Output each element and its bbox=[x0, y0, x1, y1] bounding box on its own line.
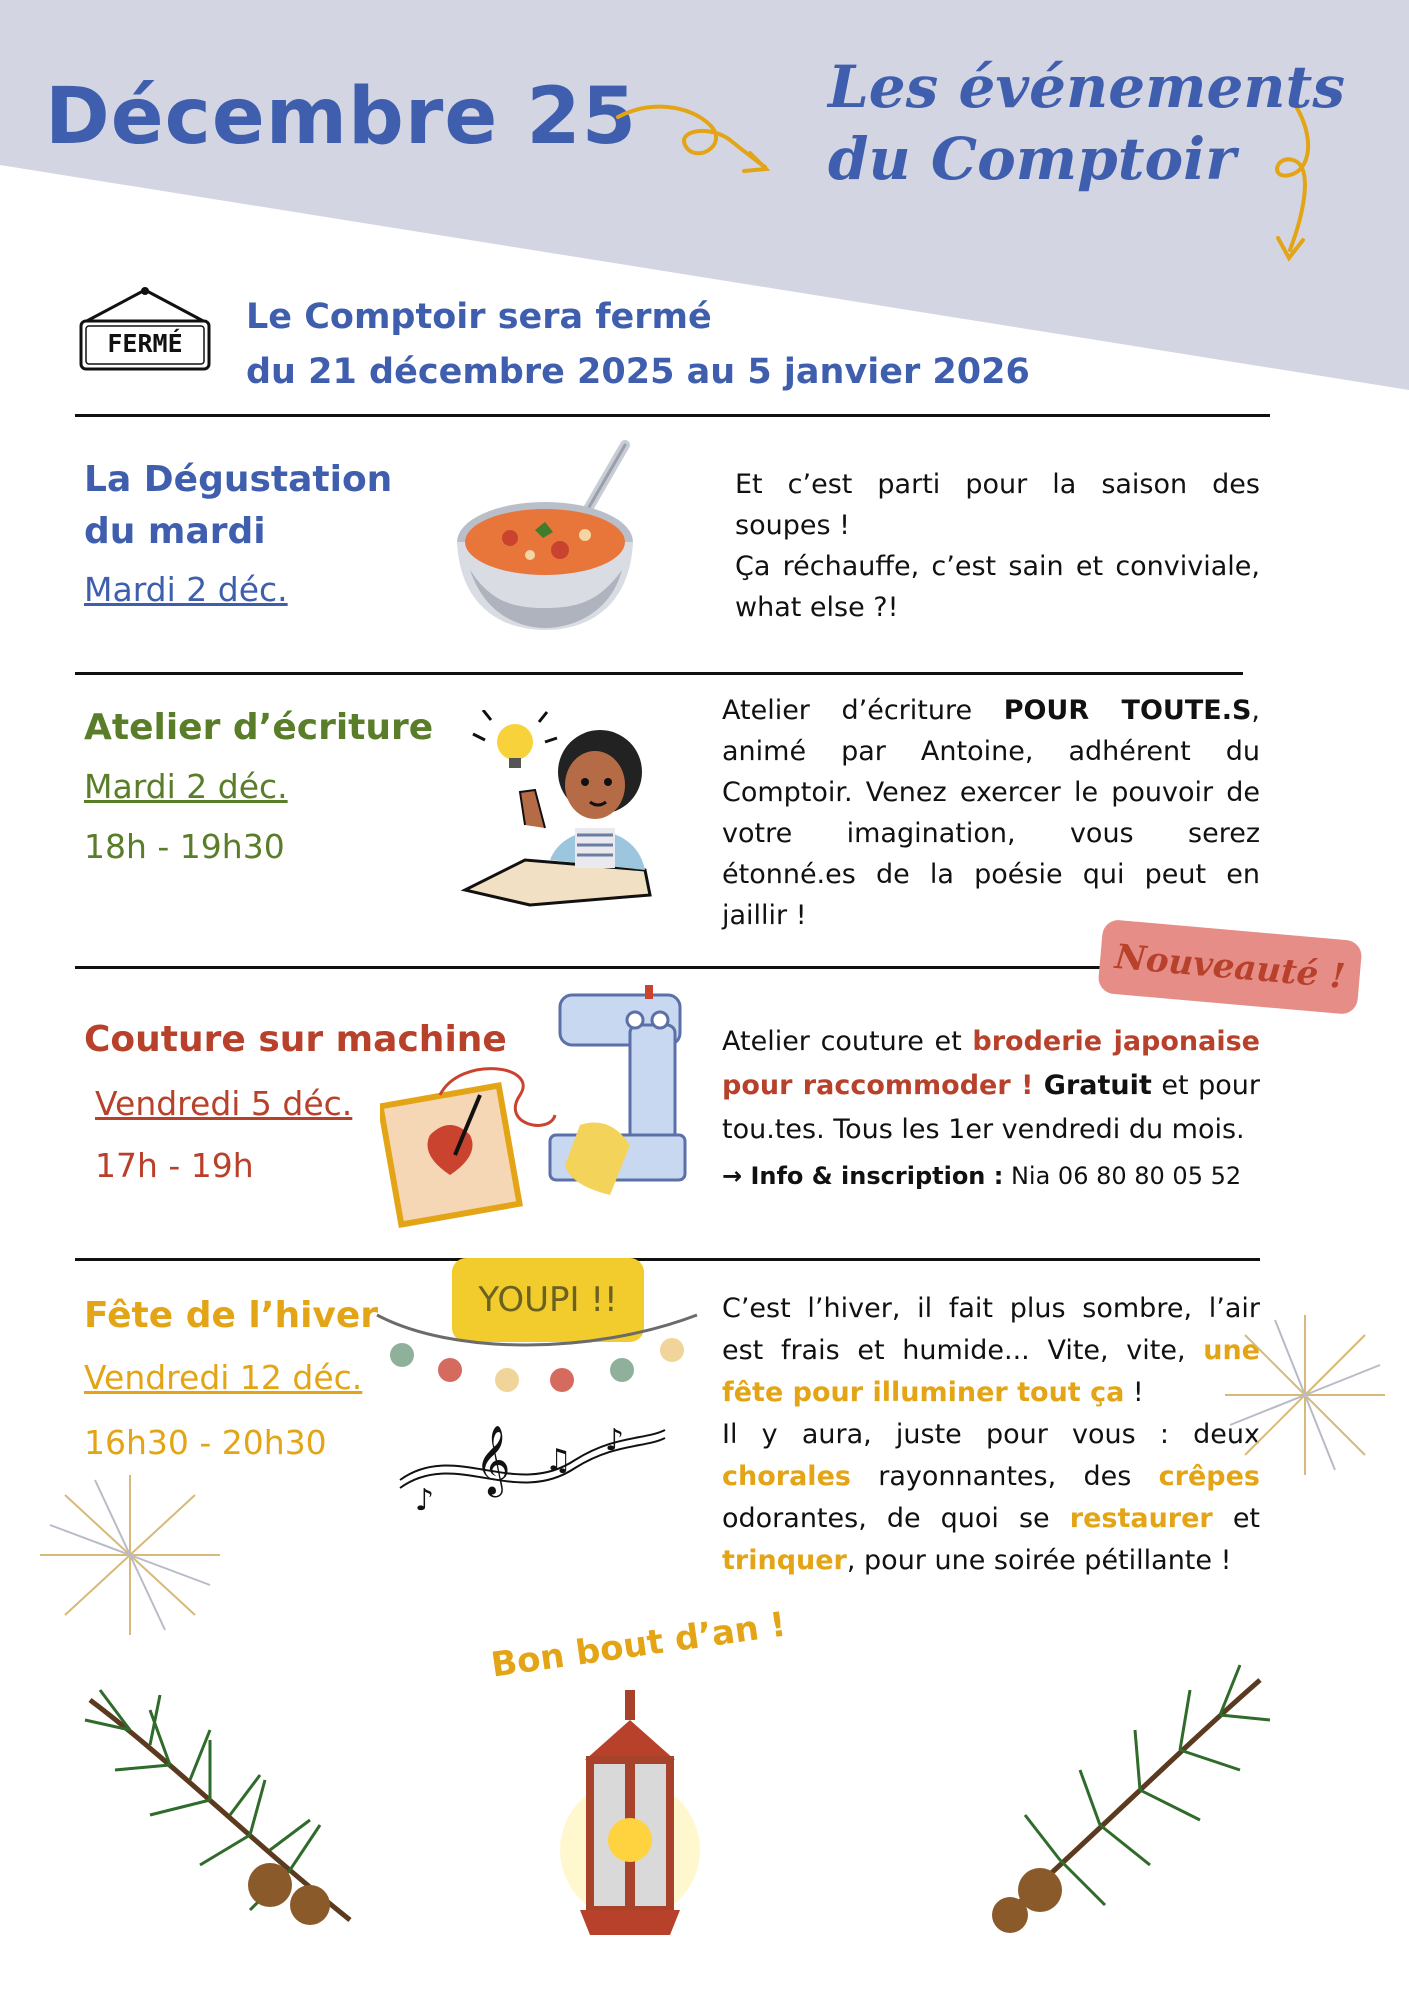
desc-highlight: une fête pour illuminer tout ça bbox=[722, 1335, 1260, 1408]
event-date: Mardi 2 déc. bbox=[84, 570, 288, 609]
subtitle-line1: Les événements bbox=[828, 53, 1345, 121]
divider bbox=[75, 1258, 1260, 1261]
event-title: Atelier d’écriture bbox=[84, 707, 434, 748]
info-value: Nia 06 80 80 05 52 bbox=[1003, 1162, 1242, 1190]
desc-text: , animé par Antoine, adhérent du Comptoir. Venez exercer le pouvoir de votre imagination, vous serez étonné.es de la poésie qui peut en jaillir ! bbox=[722, 695, 1261, 931]
writing-girl-icon bbox=[455, 710, 660, 910]
event-time: 18h - 19h30 bbox=[84, 827, 285, 866]
event-date: Mardi 2 déc. bbox=[84, 767, 288, 806]
divider bbox=[75, 414, 1270, 417]
curly-arrow-down-icon bbox=[1245, 100, 1325, 270]
svg-text:♫: ♫ bbox=[545, 1443, 572, 1478]
info-label: → Info & inscription : bbox=[722, 1162, 1004, 1190]
closed-sign bbox=[75, 285, 215, 375]
event-time: 17h - 19h bbox=[95, 1146, 254, 1185]
closure-line2: du 21 décembre 2025 au 5 janvier 2026 bbox=[246, 352, 1030, 392]
pine-branch-icon bbox=[70, 1640, 370, 1940]
month-title: Décembre 25 bbox=[45, 72, 637, 162]
desc-highlight: broderie japonaise pour raccommoder ! bbox=[722, 1026, 1260, 1101]
pine-branch-icon bbox=[980, 1650, 1280, 1940]
desc-highlight: chorales bbox=[722, 1461, 851, 1492]
desc-emphasis: POUR TOUTE.S bbox=[1003, 695, 1252, 726]
event-title: Couture sur machine bbox=[84, 1019, 507, 1060]
closure-notice bbox=[246, 290, 1030, 400]
desc-text: Il y aura, juste pour vous : deux bbox=[722, 1419, 1260, 1450]
event-title-line: du mardi bbox=[84, 511, 266, 552]
youpi-badge-label: YOUPI !! bbox=[478, 1280, 618, 1320]
desc-text: rayonnantes, des bbox=[850, 1461, 1159, 1492]
desc-paragraph: Ça réchauffe, c’est sain et conviviale, what else ?! bbox=[735, 551, 1260, 623]
desc-text: odorantes, de quoi se bbox=[722, 1503, 1070, 1534]
closed-sign-label: FERMÉ bbox=[107, 329, 183, 358]
event-title bbox=[84, 454, 392, 558]
desc-emphasis: Gratuit bbox=[1033, 1070, 1152, 1101]
info-line bbox=[722, 1162, 1241, 1190]
desc-highlight: restaurer bbox=[1069, 1503, 1213, 1534]
desc-text: Atelier couture et bbox=[722, 1026, 973, 1057]
soup-bowl-icon bbox=[450, 430, 640, 640]
music-notes-icon bbox=[395, 1410, 670, 1520]
desc-text: Atelier d’écriture bbox=[722, 695, 1004, 726]
desc-text: et pour tou.tes. Tous les 1er vendredi du mois. bbox=[722, 1070, 1261, 1145]
firework-icon bbox=[1220, 1310, 1390, 1480]
event-time: 16h30 - 20h30 bbox=[84, 1423, 327, 1462]
greeting: Bon bout d’an ! bbox=[488, 1604, 789, 1686]
new-badge bbox=[1097, 919, 1362, 1015]
event-title-line: La Dégustation bbox=[84, 459, 393, 500]
desc-text: , pour une soirée pétillante ! bbox=[846, 1545, 1232, 1576]
curly-arrow-icon bbox=[610, 95, 780, 185]
desc-text: C’est l’hiver, il fait plus sombre, l’air est frais et humide... Vite, vite, bbox=[722, 1293, 1260, 1366]
desc-paragraph bbox=[722, 1288, 1260, 1414]
lantern-icon bbox=[545, 1690, 715, 1980]
desc-paragraph: Et c’est parti pour la saison des soupes ! bbox=[735, 469, 1260, 541]
sewing-machine-icon bbox=[380, 985, 700, 1235]
desc-paragraph bbox=[722, 1414, 1260, 1582]
firework-icon bbox=[20, 1470, 240, 1640]
subtitle-line2: du Comptoir bbox=[828, 125, 1236, 193]
desc-text: et bbox=[1212, 1503, 1261, 1534]
event-description bbox=[722, 1288, 1260, 1582]
event-description bbox=[722, 690, 1260, 936]
svg-text:♪: ♪ bbox=[415, 1483, 435, 1518]
divider bbox=[75, 672, 1243, 675]
event-date: Vendredi 12 déc. bbox=[84, 1358, 363, 1397]
desc-highlight: crêpes bbox=[1158, 1461, 1260, 1492]
garland-icon bbox=[372, 1300, 702, 1410]
event-description bbox=[722, 1020, 1260, 1152]
event-date: Vendredi 5 déc. bbox=[95, 1084, 353, 1123]
svg-text:𝄞: 𝄞 bbox=[475, 1425, 511, 1495]
divider bbox=[75, 966, 1270, 969]
new-badge-label: Nouveauté ! bbox=[1113, 937, 1347, 997]
desc-highlight: trinquer bbox=[722, 1545, 847, 1576]
event-description bbox=[735, 464, 1260, 628]
closure-line1: Le Comptoir sera fermé bbox=[246, 297, 712, 337]
desc-text: ! bbox=[1124, 1377, 1144, 1408]
svg-text:♪: ♪ bbox=[605, 1423, 625, 1458]
event-title: Fête de l’hiver bbox=[84, 1295, 379, 1336]
